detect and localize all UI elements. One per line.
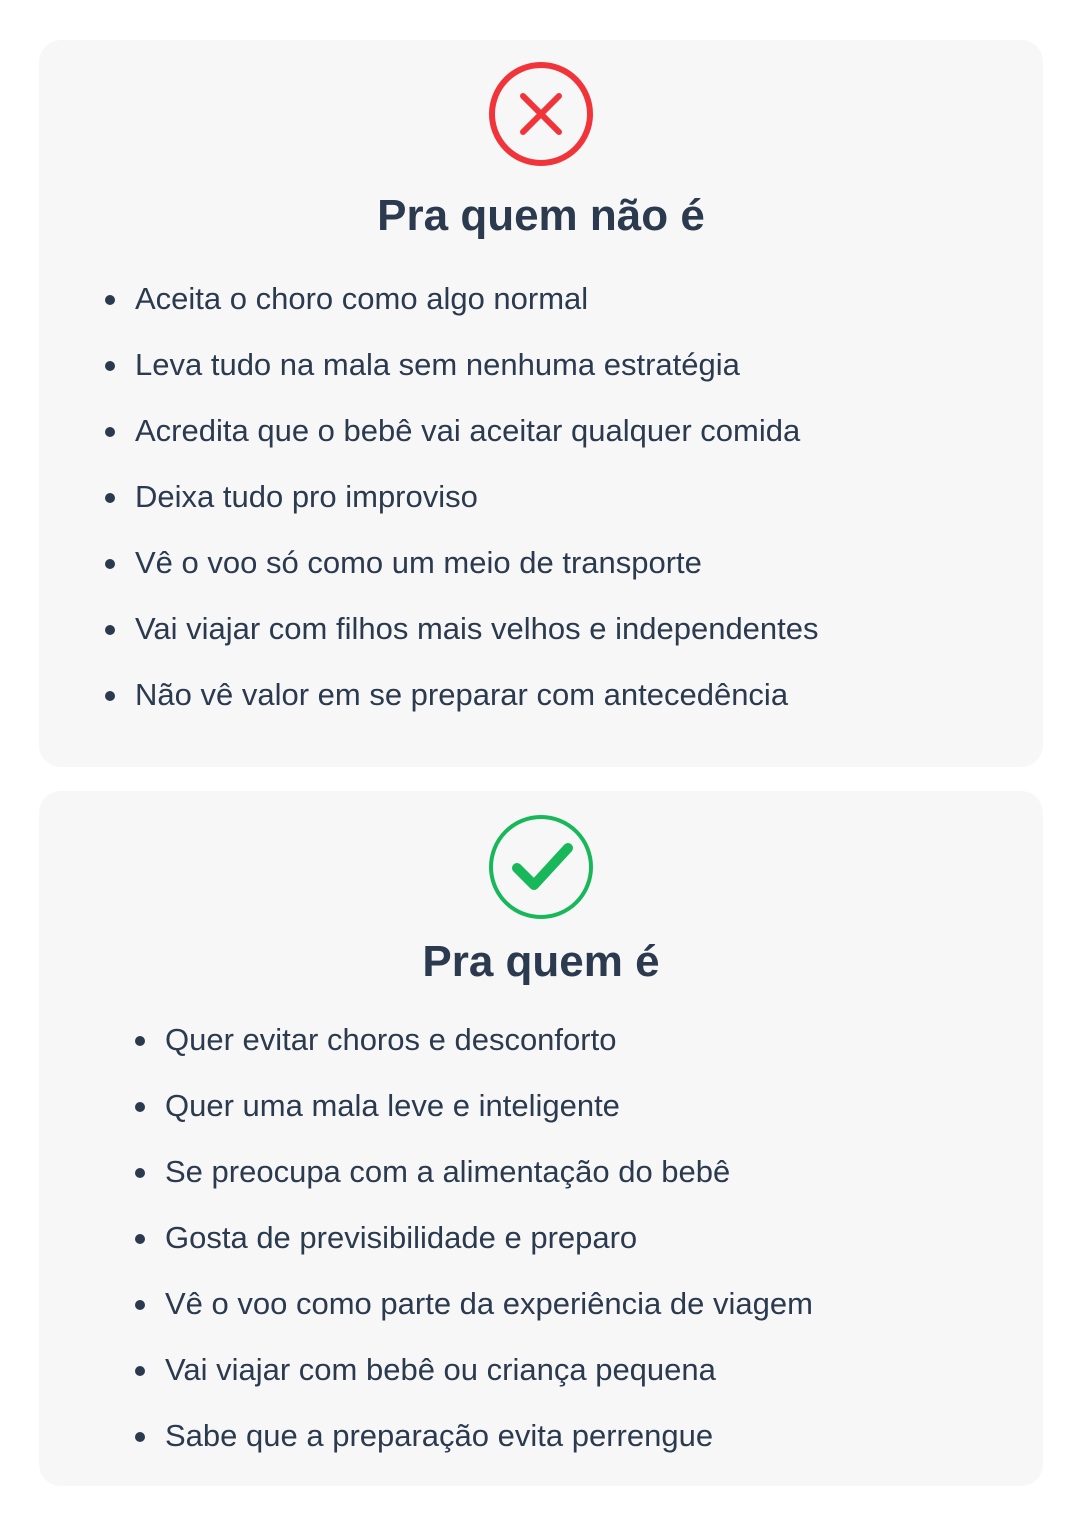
bullet-icon xyxy=(135,1036,145,1046)
bullet-icon xyxy=(105,493,115,503)
x-circle-icon xyxy=(487,60,595,168)
bullet-icon xyxy=(135,1102,145,1112)
not-for-title: Pra quem não é xyxy=(377,191,705,240)
bullet-icon xyxy=(105,625,115,635)
bullet-icon xyxy=(135,1432,145,1442)
bullet-icon xyxy=(105,427,115,437)
bullet-icon xyxy=(105,361,115,371)
bullet-icon xyxy=(135,1300,145,1310)
bullet-icon xyxy=(135,1168,145,1178)
bullet-icon xyxy=(105,295,115,305)
bullet-icon xyxy=(135,1366,145,1376)
for-card: Pra quem é Quer evitar choros e desconforto Quer uma mala leve e inteligente Se preocupa com a alimentação do bebê Gosta de previsibilidade e preparo Vê o voo como parte da experiência de viagem Vai viajar com bebê ou criança pequena Sabe que a preparação evita perrengue xyxy=(39,791,1043,1486)
check-circle-icon xyxy=(487,813,595,921)
bullet-icon xyxy=(105,691,115,701)
bullet-icon xyxy=(135,1234,145,1244)
not-for-card: Pra quem não é Aceita o choro como algo normal Leva tudo na mala sem nenhuma estratégia Acredita que o bebê vai aceitar qualquer comida Deixa tudo pro improviso Vê o voo só como um meio de transporte Vai viajar com filhos mais velhos e independentes Não vê valor em se preparar com antecedência xyxy=(39,40,1043,767)
for-title: Pra quem é xyxy=(422,937,660,986)
bullet-icon xyxy=(105,559,115,569)
